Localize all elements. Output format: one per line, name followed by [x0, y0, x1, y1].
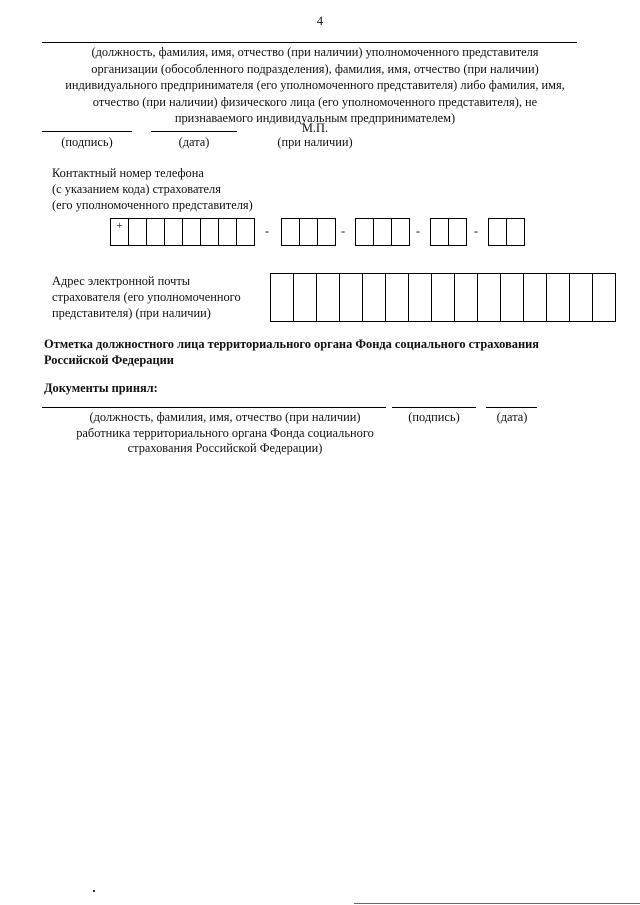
- phone-digit-cell[interactable]: [355, 218, 374, 246]
- email-char-cell[interactable]: [385, 273, 409, 322]
- email-char-cell[interactable]: [270, 273, 294, 322]
- email-label-line: Адрес электронной почты: [52, 274, 191, 288]
- employee-date-line: [486, 407, 537, 408]
- phone-digit-cell[interactable]: [299, 218, 318, 246]
- employee-name-line: [42, 407, 386, 408]
- email-char-cell[interactable]: [477, 273, 501, 322]
- caption-line: (должность, фамилия, имя, отчество (при наличии) уполномоченного представителя: [91, 45, 539, 59]
- phone-digit-cell[interactable]: [146, 218, 165, 246]
- scan-dot: [93, 890, 95, 892]
- representative-caption: [30, 44, 600, 127]
- employee-caption-line: работника территориального органа Фонда социального: [76, 425, 374, 440]
- caption-line: организации (обособленного подразделения), фамилия, имя, отчество (при наличии): [91, 61, 539, 76]
- email-char-cell[interactable]: [592, 273, 616, 322]
- phone-digit-cell[interactable]: [488, 218, 507, 246]
- email-char-cell[interactable]: [500, 273, 524, 322]
- email-char-cell[interactable]: [569, 273, 593, 322]
- phone-plus-cell: +: [110, 218, 129, 246]
- phone-digit-cell[interactable]: [448, 218, 467, 246]
- email-char-cell[interactable]: [523, 273, 547, 322]
- phone-digit-cell[interactable]: [200, 218, 219, 246]
- date-line: [151, 131, 237, 132]
- phone-label-line: Контактный номер телефона: [52, 166, 204, 180]
- email-char-cell[interactable]: [362, 273, 386, 322]
- email-label: [52, 273, 241, 321]
- employee-signature-label: (подпись): [408, 410, 460, 424]
- email-char-cell[interactable]: [408, 273, 432, 322]
- phone-separator: -: [474, 224, 479, 238]
- phone-separator: -: [265, 224, 270, 238]
- representative-name-line: [42, 42, 577, 43]
- email-char-cell[interactable]: [454, 273, 478, 322]
- phone-label: [52, 165, 253, 213]
- email-label-line: страхователя (его уполномоченного: [52, 290, 241, 304]
- phone-digit-cell[interactable]: [128, 218, 147, 246]
- email-char-cell[interactable]: [546, 273, 570, 322]
- caption-line: отчество (при наличии) физического лица (его уполномоченного представителя), не: [92, 94, 538, 109]
- page-number: 4: [316, 14, 324, 28]
- employee-date-label: (дата): [496, 410, 528, 424]
- phone-digit-cell[interactable]: [236, 218, 255, 246]
- phone-digit-cell[interactable]: [218, 218, 237, 246]
- phone-label-line: (его уполномоченного представителя): [52, 198, 253, 212]
- email-char-cell[interactable]: [339, 273, 363, 322]
- phone-digit-cell[interactable]: [430, 218, 449, 246]
- email-char-cell[interactable]: [316, 273, 340, 322]
- signature-line: [42, 131, 132, 132]
- email-char-cell[interactable]: [431, 273, 455, 322]
- documents-accepted-label: Документы принял:: [44, 381, 158, 395]
- date-label: (дата): [178, 135, 210, 149]
- fss-mark-title: [44, 336, 539, 368]
- phone-digit-cell[interactable]: [391, 218, 410, 246]
- caption-line: индивидуального предпринимателя (его уполномоченного представителя) либо фамилия, имя,: [65, 78, 565, 92]
- employee-caption-line: (должность, фамилия, имя, отчество (при наличии): [89, 410, 361, 424]
- stamp-label: М.П.: [301, 121, 329, 135]
- email-char-cell[interactable]: [293, 273, 317, 322]
- employee-signature-line: [392, 407, 476, 408]
- scan-edge-line: [354, 903, 640, 904]
- phone-separator: -: [341, 224, 346, 238]
- stamp-note: (при наличии): [277, 135, 353, 149]
- phone-digit-cell[interactable]: [182, 218, 201, 246]
- phone-label-line: (с указанием кода) страхователя: [52, 182, 221, 196]
- phone-digit-cell[interactable]: [164, 218, 183, 246]
- phone-digit-cell[interactable]: [506, 218, 525, 246]
- employee-caption: [40, 410, 410, 457]
- signature-label: (подпись): [61, 135, 113, 149]
- email-label-line: представителя) (при наличии): [52, 306, 211, 320]
- employee-caption-line: страхования Российской Федерации): [127, 441, 323, 455]
- phone-digit-cell[interactable]: [317, 218, 336, 246]
- phone-digit-cell[interactable]: [373, 218, 392, 246]
- caption-line: признаваемого индивидуальным предпринимателем): [174, 111, 456, 125]
- fss-title-line: Российской Федерации: [44, 353, 174, 367]
- fss-title-line: Отметка должностного лица территориального органа Фонда социального страхования: [44, 337, 539, 351]
- phone-separator: -: [416, 224, 421, 238]
- phone-digit-cell[interactable]: [281, 218, 300, 246]
